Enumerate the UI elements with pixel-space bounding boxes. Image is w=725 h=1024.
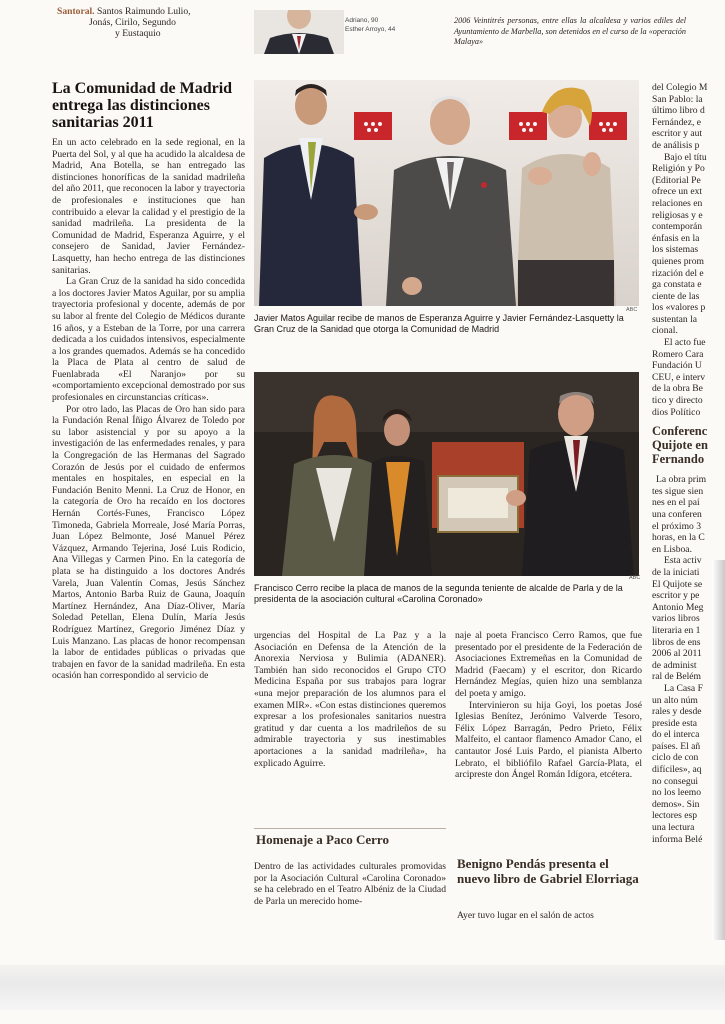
cut-line: dios Político — [652, 406, 701, 418]
cut-line: tico y directo — [652, 395, 703, 407]
cut-line: La obra prim — [656, 474, 707, 486]
cut-line: Religión y Po — [652, 163, 705, 175]
santoral-label: Santoral. — [57, 6, 95, 17]
paragraph: naje al poeta Francisco Cerro Ramos, que fue presentado por el presidente de la Federación de Asociaciones Extremeñas en la Comunidad de Madrid (Faecam) y el escritor, don Ricardo Hernández Megías, quien hizo una semblanza del poeta y amigo. — [455, 630, 642, 699]
photo-gran-cruz-caption: Javier Matos Aguilar recibe de manos de Esperanza Aguirre y Javier Fernández-Lasquetty la Gran Cruz de la Sanidad que otorga la Comunidad de Madrid — [254, 313, 624, 334]
santoral-line: y Eustaquio — [115, 28, 161, 39]
cut-line: literaria en 1 — [652, 624, 701, 636]
cut-line: San Pablo: la — [652, 93, 703, 105]
cut-line: no los leemo — [652, 787, 702, 799]
cut-line: cional. — [652, 325, 678, 337]
cut-line: horas, en la C — [652, 532, 705, 544]
cut-line: del Colegio M — [652, 82, 708, 93]
cut-line: el próximo 3 — [652, 520, 702, 532]
santoral-line: Jonás, Cirilo, Segundo — [89, 17, 176, 28]
paragraph: urgencias del Hospital de La Paz y a la Asociación en Defensa de la Atención de la Anorexia Nerviosa y Bulimia (ADANER). También han sido reconocidos el Grupo CTO Medicina España por sus trabajos para lograr «una mejor preparación de los alumnos para el examen MIR». «Con estas distinciones queremos expresar a los profesionales sanitarios nuestra gratitud y dar cuenta a los madrileños de su admirable trayectoria y sus inestimables aportaciones a la sanidad madrileña», ha explicado Aguirre. — [254, 630, 446, 769]
cut-line: contemporán — [652, 221, 703, 233]
photo-gran-cruz — [254, 80, 639, 306]
paragraph: Intervinieron su hija Goyi, los poetas José Iglesias Benítez, Jerónimo Valverde Tesoro, Félix López Barragán, Pedro Prieto, Félix Malfeito, el cantaor flamenco Amador Cano, el cantautor José Luis Pardo, el pianista Alberto Lebrato, el bibliófilo Rafael García-Plata, el arcipreste don Ángel Román Idígora, etcétera. — [455, 699, 642, 781]
cut-line: libros de ens — [652, 636, 701, 648]
cut-headline-line: Fernando — [652, 452, 705, 467]
cut-line: demos». Sin — [652, 798, 700, 810]
cut-line: los sistemas — [652, 244, 699, 256]
santoral-line: Santos Raimundo Lulio, — [97, 6, 191, 17]
section-divider — [254, 828, 446, 829]
cut-line: tes sigue sien — [652, 485, 704, 497]
cut-line: países. El añ — [652, 740, 701, 752]
cut-line: un alto núm — [652, 694, 698, 706]
cut-headline-line: Quijote en — [652, 438, 708, 453]
cut-line: ofrece un ext — [652, 186, 703, 198]
paragraph: La Gran Cruz de la sanidad ha sido concedida a los doctores Javier Matos Aguilar, por su amplia trayectoria profesional y docente, además de por su labor al frente del Colegio de Médicos durante 16 años, y a Esteban de la Torre, por una carrera dedicada a los cuidados intensivos, especialmente a los grandes quemados. Además se ha concedido la Placa de Plata al centro de salud de Fuenlabrada «El Naranjo» por su «comportamiento excepcional demostrado por sus profesionales en circunstancias críticas». — [52, 276, 245, 404]
cut-line: ga constata e — [652, 279, 702, 291]
main-headline: La Comunidad de Madrid entrega las distinciones sanitarias 2011 — [52, 80, 233, 131]
cut-line: Fundación U — [652, 360, 702, 372]
right-edge-column — [652, 82, 718, 932]
cut-line: El acto fue — [664, 337, 706, 349]
photo-credit: ABC — [626, 307, 638, 313]
paragraph: En un acto celebrado en la sede regional, en la Puerta del Sol, y al que ha acudido la alcaldesa de Madrid, Ana Botella, se han entregado las distinciones honoríficas de la sanidad madrileña del año 2011, que reconocen la labor y trayectoria de profesionales e instituciones que han contribuido a elevar la calidad y el prestigio de la sanidad madrileña. La presidenta de la Comunidad de Madrid, Esperanza Aguirre, y el consejero de Sanidad, Javier Fernández-Lasquetty, han hecho entrega de las distinciones sanitarias. — [52, 137, 245, 276]
cut-line: Bajo el títu — [664, 151, 707, 163]
cut-line: ciclo de con — [652, 752, 699, 764]
cut-line: relaciones en — [652, 197, 703, 209]
cut-line: difíciles», aq — [652, 764, 702, 776]
cut-line: Antonio Meg — [652, 601, 704, 613]
cut-line: (Editorial Pe — [652, 174, 701, 186]
cut-line: rales y desde — [652, 706, 702, 718]
main-article-column-2 — [254, 630, 446, 820]
paco-cerro-column-3 — [455, 630, 642, 850]
paco-cerro-column-2 — [254, 861, 446, 925]
cut-line: escritor y pe — [652, 590, 700, 602]
mini-line: Esther Arroyo, 44 — [345, 26, 396, 33]
cut-line: de la obra Be — [652, 383, 703, 395]
photo-paco-cerro-caption: Francisco Cerro recibe la placa de manos de la segunda teniente de alcalde de Parla y de la presidenta de la asociación cultural «Carolina Coronado» — [254, 583, 623, 604]
cut-line: religiosas y e — [652, 209, 703, 221]
cut-line: CEU, e interv — [652, 371, 706, 383]
cut-line: de la iniciati — [652, 566, 700, 578]
cut-headline-line: Conferenc — [652, 424, 708, 439]
cut-line: una conferen — [652, 509, 702, 520]
cut-line: los «valores p — [652, 302, 706, 314]
santoral-box — [57, 6, 247, 39]
cut-line: nes en el paí — [652, 497, 700, 509]
mini-line: Adriano, 90 — [345, 17, 379, 24]
top-portrait-photo — [254, 10, 344, 54]
main-article-column-1 — [52, 137, 245, 924]
cut-line: de análisis p — [652, 139, 700, 151]
cut-line: quienes prom — [652, 255, 704, 267]
cut-line: en Lisboa. — [652, 543, 692, 555]
photo-paco-cerro — [254, 372, 639, 576]
malaya-caption: 2006 Veintitrés personas, entre ellas la alcaldesa y varios ediles del Ayuntamiento de Marbella, son detenidos en el curso de la «operación Malaya» — [454, 16, 686, 47]
cut-line: último libro d — [652, 105, 705, 117]
cut-line: El Quijote se — [652, 578, 703, 590]
cut-line: informa Belé — [652, 833, 703, 845]
cut-line: Romero Cara — [652, 348, 704, 360]
cut-line: no consegui — [652, 775, 699, 787]
cut-line: Esta activ — [664, 555, 702, 567]
cut-line: de administ — [652, 659, 697, 671]
cut-line: énfasis en la — [652, 232, 700, 244]
cut-line: ciente de las — [652, 290, 700, 302]
cut-line: ral de Belém — [652, 671, 702, 683]
top-mini-list — [345, 16, 435, 34]
cut-line: lectores esp — [652, 810, 698, 822]
cut-line: escritor y aut — [652, 128, 703, 140]
cut-line: rización del e — [652, 267, 704, 279]
cut-line: sustentan la — [652, 313, 698, 325]
paragraph: Dentro de las actividades culturales promovidas por la Asociación Cultural «Carolina Coronado» se ha celebrado en el Teatro Albéniz de la Ciudad de Parla un merecido home- — [254, 861, 446, 907]
pendas-first-line: Ayer tuvo lugar en el salón de actos — [457, 910, 594, 921]
cut-line: La Casa F — [664, 682, 703, 694]
photo-credit: ABC — [629, 575, 641, 581]
paragraph: Por otro lado, las Placas de Oro han sido para la Fundación Renal Íñigo Álvarez de Toledo por su labor asistencial y por su apoyo a la investigación de las enfermedades renales, y para la Congregación de las Hermanas del Sagrado Corazón de Jesús por el cuidado de enfermos mentales en hospitales, en especial en la Fundación Benito Menni. La Cruz de Honor, en la categoría de Oro ha recaído en los doctores Hernán Cortés-Funes, Francisco López Timoneda, Gabriela Morreale, José María Porras, Juan López Belmonte, José Manuel Pérez Vázquez, Armando Tejerina, José Luis Rodicio, Ana Villegas y Carmen Pino. En la categoría de plata se ha distinguido a los doctores Andrés Varela, Juan Valentín Comas, Jesús Sánchez Martos, Antonio Barba Ruiz de Gauna, Joaquín Martínez Hernández, Ana Díaz-Oliver, María Soledad Petellan, Elena Dulín, María Jesús Rodríguez Martínez, Gregorio Jiménez Díaz y Luis Manzano. Las placas de honor recompensan la labor de entidades públicas o privadas que trabajen en favor de la sanidad madrileña. En esta ocasión han correspondido al servicio de — [52, 403, 245, 682]
cut-line: Fernández, e — [652, 116, 702, 128]
pendas-headline: Benigno Pendás presenta el nuevo libro de Gabriel Elorriaga — [457, 857, 639, 886]
cut-line: do el interca — [652, 729, 700, 741]
cut-line: una lectura — [652, 822, 695, 834]
cut-line: 2006 al 2011 — [652, 648, 702, 660]
cut-line: preside esta — [652, 717, 698, 729]
scan-bottom-shadow — [0, 965, 725, 1010]
cut-line: varios libros — [652, 613, 700, 625]
paco-cerro-headline: Homenaje a Paco Cerro — [256, 833, 389, 847]
